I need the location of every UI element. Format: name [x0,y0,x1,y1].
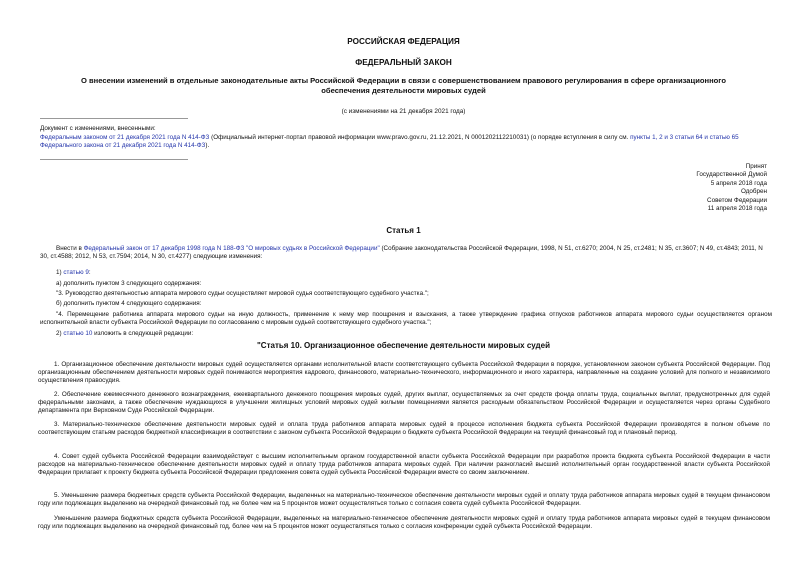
article-10-paragraph-6: Уменьшение размера бюджетных средств субъекта Российской Федерации, выделенных на материально-техническое обеспечение деятельности мировых судей и оплату труда работников аппарата мировых судей в текущем финансовом году или подлежащих выделению на очередной финансовый год, более чем на 5 процентов может осуществляться только с согласия конференции судей субъекта Российской Федерации. [38,515,770,531]
article-1-intro [40,245,772,261]
article-10-paragraph-3: 3. Материально-техническое обеспечение деятельности мировых судей и оплата труда работников аппарата мировых судей в процессе исполнения бюджета субъекта Российской Федерации производятся в полном объеме по соответствующим статьям расходов бюджетной классификации в соответствии с законом субъекта Российской Федерации о бюджете субъекта Российской Федерации на текущий финансовый год и плановый период. [38,421,770,437]
divider-bottom [40,159,188,160]
country-heading: РОССИЙСКАЯ ФЕДЕРАЦИЯ [347,37,460,46]
article-9-link[interactable]: статью 9 [63,269,89,276]
item-1 [40,269,772,277]
amending-law-link[interactable]: Федеральным законом от 21 декабря 2021 года N 414-ФЗ [40,134,210,141]
item-1b: б) дополнить пунктом 4 следующего содержания: [56,300,202,307]
approved-date: 11 апреля 2018 года [707,205,767,213]
item-1b-text: "4. Перемещение работника аппарата мирового судьи на иную должность, применение к нему мер поощрения и взыскания, а также утверждение графика отпусков работников аппарата мирового судьи осуществляется органом исполнительной власти субъекта Российской Федерации по согласованию с мировым судьей соответствующего судебного участка."; [40,311,772,327]
adoption-block [696,163,767,213]
item-1a: а) дополнить пунктом 3 следующего содержания: [56,280,202,287]
article-10-paragraph-2: 2. Обеспечение ежемесячного денежного вознаграждения, ежеквартального денежного поощрения мировых судей, других выплат, осуществляемых за счет средств фонда оплаты труда, социальных выплат, предусмотренных для судей федеральными законами, а также обеспечение нуждающихся в улучшении жилищных условий мировых судей жилыми помещениями является расходным обязательством Российской Федерации и осуществляется через органы Судебного департамента при Верховном Суде Российской Федерации. [38,391,770,415]
intro-prefix: Внести в [56,245,84,252]
approved-label: Одобрен [740,188,767,196]
law-title: О внесении изменений в отдельные законодательные акты Российской Федерации в связи с совершенствованием правового регулирования в сфере организационного обеспечения деятельности мировых судей [80,76,727,95]
intro-source: (Собрание законодательства Российской Федерации, 1998, N 51, ст.6270; 2004, N 25, ст.2481; N 35, ст.3607; N 49, ст.4843; 2011, N 30, ст.4588; 2012, N 53, ст.7594; 2014, N 30, ст.4277) следующие изменения: [40,245,763,261]
article-1-heading: Статья 1 [386,226,421,235]
entry-into-force-link[interactable]: пункты 1, 2 и 3 статьи 64 и статью 65 Федерального закона от 21 декабря 2021 года N 414-ФЗ [40,134,739,149]
law-type-heading: ФЕДЕРАЛЬНЫЙ ЗАКОН [355,58,452,67]
amendment-source-text: (Официальный интернет-портал правовой информации www.pravo.gov.ru, 21.12.2021, N 0001202112210031) (о порядке вступления в силу см. [209,134,631,141]
item-2-number: 2) [56,330,64,337]
article-10-link[interactable]: статью 10 [63,330,93,337]
item-2-text: изложить в следующей редакции: [92,330,194,337]
law-188-fz-link[interactable]: Федеральный закон от 17 декабря 1998 года N 188-ФЗ "О мировых судьях в Российской Федерации" [83,245,380,252]
item-1-colon: : [88,269,91,276]
item-1a-text: "3. Руководство деятельностью аппарата мирового судьи осуществляет мировой судья соответствующего судебного участка."; [56,290,429,297]
article-10-heading: "Статья 10. Организационное обеспечение деятельности мировых судей [257,341,550,350]
revision-note: (с изменениями на 21 декабря 2021 года) [341,108,466,115]
amendment-note [40,134,770,150]
item-2 [40,330,772,338]
approved-by: Советом Федерации [707,196,767,204]
article-10-paragraph-4: 4. Совет судей субъекта Российской Федерации взаимодействует с высшим исполнительным органом государственной власти субъекта Российской Федерации при разработке проекта бюджета субъекта Российской Федерации в части расходов на материально-техническое обеспечение деятельности мировых судей и оплату труда работников аппарата мировых судей. При наличии разногласий высший исполнительный орган государственной власти субъекта Российской Федерации прилагает к проекту бюджета субъекта Российской Федерации предложения совета судей субъекта Российской Федерации вместе со своим заключением. [38,453,770,477]
article-10-paragraph-1: 1. Организационное обеспечение деятельности мировых судей осуществляется органами исполнительной власти соответствующего субъекта Российской Федерации в порядке, установленном законом субъекта Российской Федерации. Под организационным обеспечением деятельности мировых судей понимаются мероприятия кадрового, финансового, материально-технического, информационного и иного характера, направленные на создание условий для полного и независимого осуществления правосудия. [38,361,770,385]
accepted-label: Принят [745,163,767,170]
accepted-by: Государственной Думой [696,171,767,179]
divider-top [40,118,188,119]
article-10-paragraph-5: 5. Уменьшение размера бюджетных средств субъекта Российской Федерации, выделенных на материально-техническое обеспечение деятельности мировых судей и оплату труда работников аппарата мировых судей в текущем финансовом году или подлежащих выделению на очередной финансовый год, не более чем на 5 процентов может осуществляться только с согласия совета судей субъекта Российской Федерации. [38,492,770,508]
amendment-end-text: ). [205,142,210,149]
amendment-label: Документ с изменениями, внесенными: [40,125,156,132]
accepted-date: 5 апреля 2018 года [710,179,767,187]
item-1-number: 1) [56,269,64,276]
